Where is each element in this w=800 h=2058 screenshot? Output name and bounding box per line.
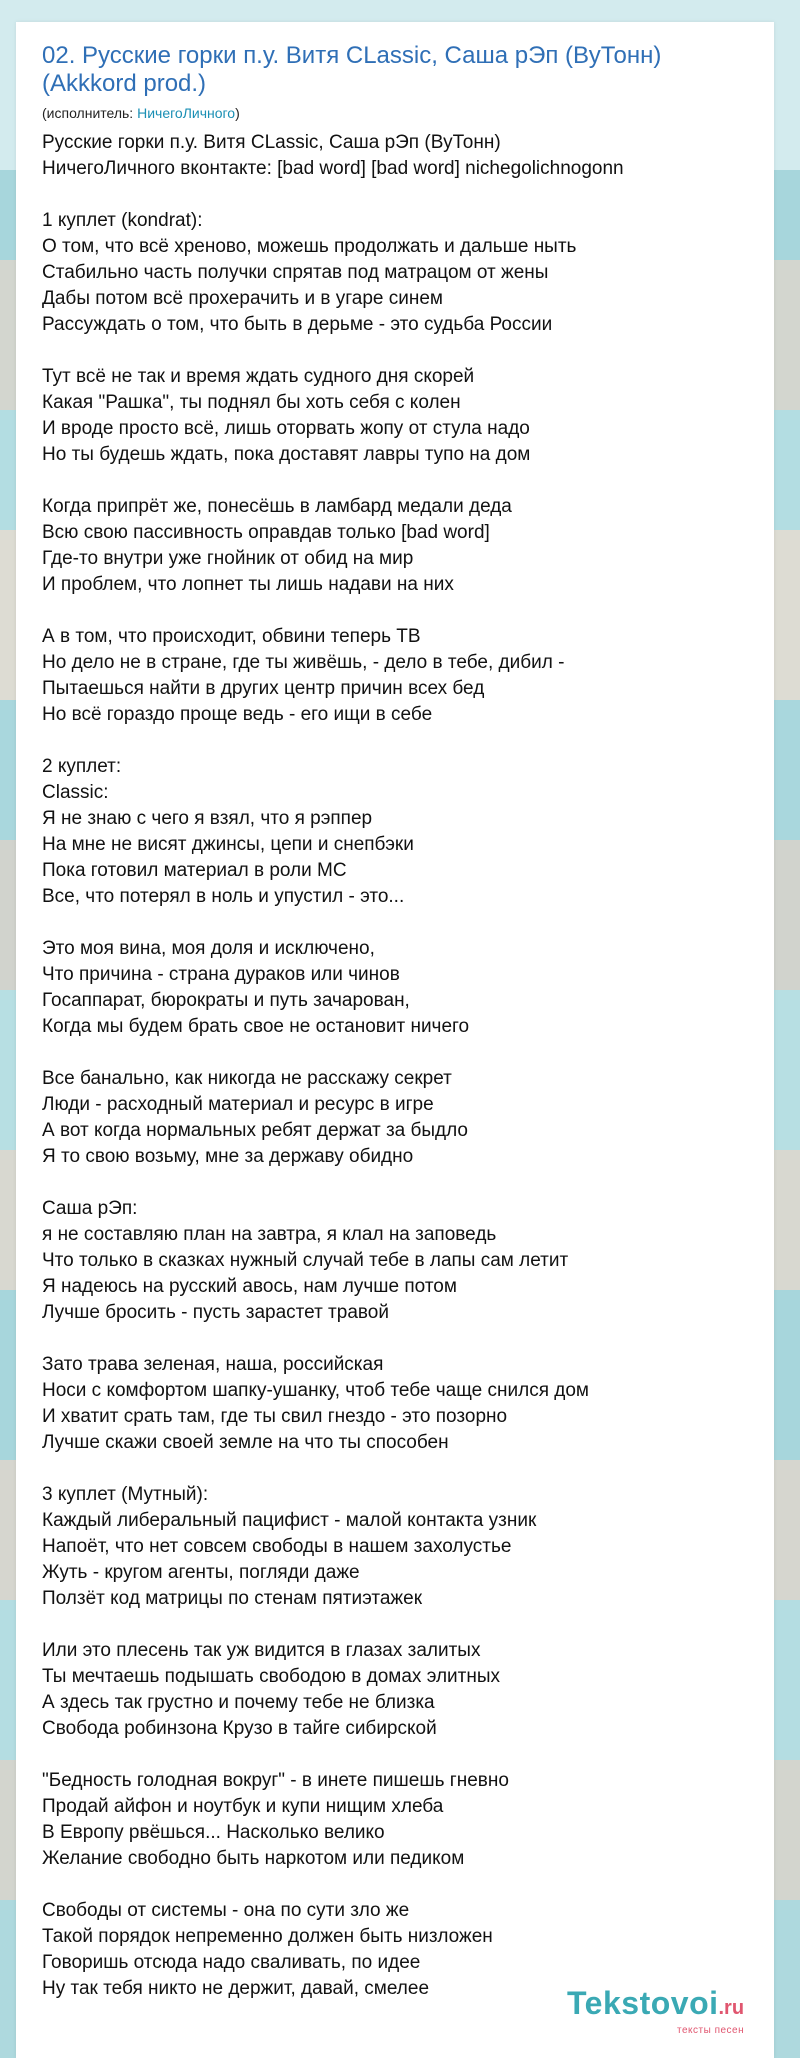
lyric-line: Саша рЭп: [42, 1198, 138, 1219]
lyric-line: Когда припрёт же, понесёшь в ламбард медали деда [42, 496, 512, 517]
lyric-line [42, 1742, 762, 1768]
lyric-line: Носи с комфортом шапку-ушанку, чтоб тебе чаще снился дом [42, 1380, 589, 1401]
artist-prefix: (исполнитель: [42, 105, 138, 121]
tekstovoi-logo[interactable] [567, 1985, 777, 2041]
lyric-line: Продай айфон и ноутбук и купи нищим хлеба [42, 1796, 444, 1817]
lyric-line: Где-то внутри уже гнойник от обид на мир [42, 548, 414, 569]
lyric-line: Всю свою пассивность оправдав только [bad word] [42, 522, 490, 543]
lyric-line: Дабы потом всё прохерачить и в угаре синем [42, 288, 443, 309]
lyric-line: Все, что потерял в ноль и упустил - это... [42, 886, 405, 907]
artist-link[interactable]: НичегоЛичного [137, 105, 236, 121]
lyric-line: Русские горки п.у. Витя CLassic, Саша рЭп (ВуТонн) [42, 132, 501, 153]
lyric-line: Пока готовил материал в роли МС [42, 860, 347, 881]
lyric-line: я не составляю план на завтра, я клал на заповедь [42, 1224, 497, 1245]
lyric-line: Ну так тебя никто не держит, давай, смелее [42, 1978, 430, 1999]
lyric-line [42, 1872, 762, 1898]
content-card [16, 22, 774, 2058]
lyric-line: Все банально, как никогда не расскажу секрет [42, 1068, 452, 1089]
lyric-line: Ты мечтаешь подышать свободою в домах элитных [42, 1666, 501, 1687]
lyric-line: Люди - расходный материал и ресурс в игре [42, 1094, 434, 1115]
lyric-line: В Европу рвёшься... Насколько велико [42, 1822, 385, 1843]
lyric-line: Но дело не в стране, где ты живёшь, - дело в тебе, дибил - [42, 652, 565, 673]
logo-suffix-text: .ru [718, 1997, 745, 2019]
lyric-line [42, 910, 762, 936]
lyric-line: 2 куплет: [42, 756, 122, 777]
lyric-line: А здесь так грустно и почему тебе не близка [42, 1692, 435, 1713]
lyric-line: Когда мы будем брать свое не остановит ничего [42, 1016, 470, 1037]
lyric-line: А в том, что происходит, обвини теперь ТВ [42, 626, 421, 647]
lyric-line: Лучше бросить - пусть зарастет травой [42, 1302, 389, 1323]
lyric-line [42, 598, 762, 624]
lyric-line: Но ты будешь ждать, пока доставят лавры тупо на дом [42, 444, 531, 465]
lyric-line: Я надеюсь на русский авось, нам лучше потом [42, 1276, 457, 1297]
lyric-line: Свобода робинзона Крузо в тайге сибирской [42, 1718, 437, 1739]
lyric-line [42, 1040, 762, 1066]
lyric-line: Пытаешься найти в других центр причин всех бед [42, 678, 485, 699]
lyric-line: НичегоЛичного вконтакте: [bad word] [bad word] nichegolichnogonn [42, 158, 624, 179]
lyric-line: Каждый либеральный пацифист - малой контакта узник [42, 1510, 537, 1531]
lyric-line: О том, что всё хреново, можешь продолжать и дальше ныть [42, 236, 577, 257]
lyric-line: На мне не висят джинсы, цепи и снепбэки [42, 834, 414, 855]
artist-suffix: ) [235, 105, 240, 121]
lyric-line: Госаппарат, бюрократы и путь зачарован, [42, 990, 410, 1011]
lyric-line [42, 1326, 762, 1352]
lyric-line: Classic: [42, 782, 109, 803]
lyric-line: Я то свою возьму, мне за державу обидно [42, 1146, 414, 1167]
lyric-line: И хватит срать там, где ты свил гнездо - это позорно [42, 1406, 508, 1427]
lyric-line [42, 468, 762, 494]
lyric-line: И вроде просто всё, лишь оторвать жопу от стула надо [42, 418, 530, 439]
lyric-line: Напоёт, что нет совсем свободы в нашем захолустье [42, 1536, 512, 1557]
logo-tagline: тексты песен [677, 2025, 745, 2036]
lyric-line: Я не знаю с чего я взял, что я рэппер [42, 808, 373, 829]
lyric-line: И проблем, что лопнет ты лишь надави на них [42, 574, 454, 595]
lyric-line: Жуть - кругом агенты, погляди даже [42, 1562, 360, 1583]
lyric-line: А вот когда нормальных ребят держат за быдло [42, 1120, 468, 1141]
lyric-line: Тут всё не так и время ждать судного дня скорей [42, 366, 475, 387]
lyric-line: Рассуждать о том, что быть в дерьме - это судьба России [42, 314, 553, 335]
artist-line [42, 104, 240, 122]
lyric-line [42, 182, 762, 208]
lyric-line [42, 1456, 762, 1482]
lyrics-text [42, 130, 762, 2002]
lyric-line [42, 338, 762, 364]
lyric-line: Свободы от системы - она по сути зло же [42, 1900, 410, 1921]
lyric-line: Что причина - страна дураков или чинов [42, 964, 400, 985]
lyric-line: Или это плесень так уж видится в глазах залитых [42, 1640, 481, 1661]
lyric-line: Зато трава зеленая, наша, российская [42, 1354, 384, 1375]
lyric-line [42, 1170, 762, 1196]
lyric-line [42, 1612, 762, 1638]
lyric-line: Это моя вина, моя доля и исключено, [42, 938, 375, 959]
lyric-line: 3 куплет (Мутный): [42, 1484, 209, 1505]
logo-main-text: Tekstovoi [567, 1985, 719, 2021]
lyric-line: Лучше скажи своей земле на что ты способен [42, 1432, 449, 1453]
lyric-line: Но всё гораздо проще ведь - его ищи в себе [42, 704, 433, 725]
lyric-line: Стабильно часть получки спрятав под матрацом от жены [42, 262, 549, 283]
lyric-line: Какая "Рашка", ты поднял бы хоть себя с колен [42, 392, 461, 413]
song-title: 02. Русские горки п.у. Витя CLassic, Саша рЭп (ВуТонн) (Akkkord prod.) [42, 42, 662, 97]
lyric-line: "Бедность голодная вокруг" - в инете пишешь гневно [42, 1770, 509, 1791]
lyric-line: Что только в сказках нужный случай тебе в лапы сам летит [42, 1250, 569, 1271]
lyric-line: 1 куплет (kondrat): [42, 210, 203, 231]
lyric-line: Желание свободно быть наркотом или педиком [42, 1848, 465, 1869]
lyric-line [42, 728, 762, 754]
lyric-line: Говоришь отсюда надо сваливать, по идее [42, 1952, 421, 1973]
lyric-line: Такой порядок непременно должен быть низложен [42, 1926, 493, 1947]
lyric-line: Ползёт код матрицы по стенам пятиэтажек [42, 1588, 423, 1609]
